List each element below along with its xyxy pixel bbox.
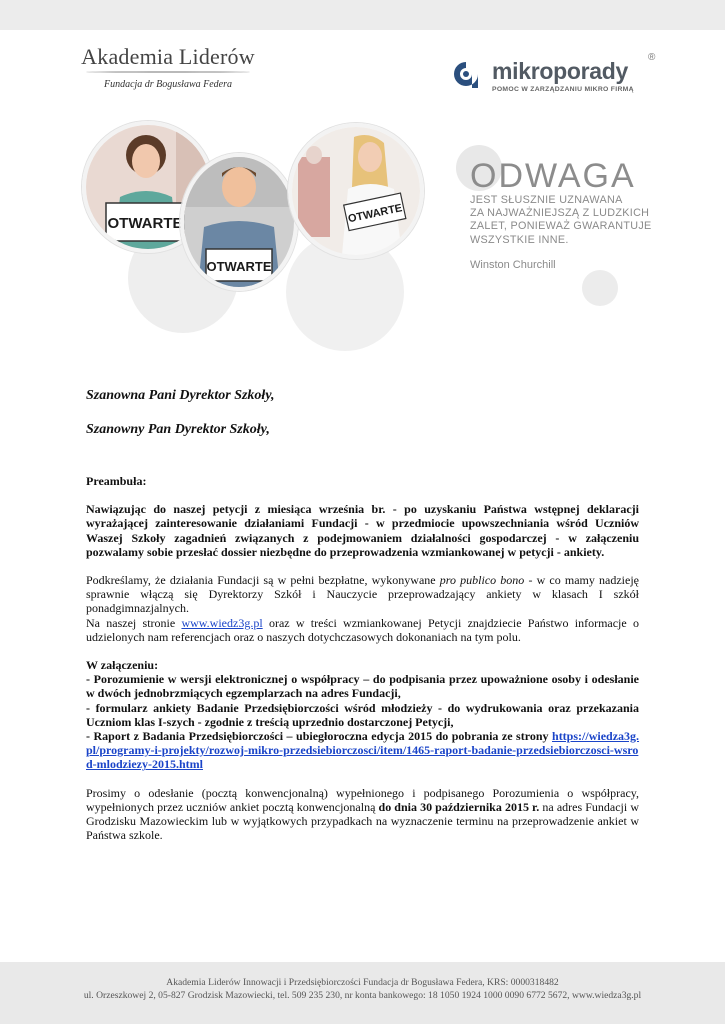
quote-line: JEST SŁUSZNIE UZNAWANA: [470, 194, 623, 206]
sign-text: OTWARTE: [347, 202, 404, 226]
footer-line-1: Akademia Liderów Innowacji i Przedsiębiorczości Fundacja dr Bogusława Federa, KRS: 0000318482: [166, 977, 559, 988]
deadline: do dnia 30 października 2015 r.: [378, 799, 540, 814]
paragraph-intro: Nawiązując do naszej petycji z miesiąca września br. - po uzyskaniu Państwa wstępnej deklaracji wyrażającej zainteresowanie działaniami Fundacji - w przedmiocie upowszechniania wśród Uczniów Waszej Szkoły zagadnień związanych z podejmowaniem działalności gospodarczej - w załączeniu pozwalamy sobie przesłać dossier niezbędne do przeprowadzenia wzmiankowanej w petycji - ankiety.: [86, 502, 639, 559]
footer-line-2: ul. Orzeszkowej 2, 05-827 Grodzisk Mazowiecki, tel. 509 235 230, nr konta bankowego: 18 1050 1924 1000 0090 6772 5672, www.wiedza3g.pl: [83, 990, 642, 1001]
logo-left-name: Akademia Liderów: [81, 44, 255, 69]
paragraph-website: Na naszej stronie www.wiedz3g.pl oraz w treści wzmiankowanej Petycji znajdziecie Państwo informacje o udzielonych nam referencjach oraz o naszych dotychczasowych dokonaniach na tym polu.: [86, 615, 639, 644]
photo-man-sign: [180, 153, 298, 291]
logo-right-name: mikroporady: [492, 58, 629, 84]
mikroporady-mark-icon: [452, 60, 480, 90]
logo-right-tagline: POMOC W ZARZĄDZANIU MIKRO FIRMĄ: [492, 86, 634, 93]
attachment-item: - formularz ankiety Badanie Przedsiębiorczości wśród młodzieży - do wydrukowania oraz przekazania Uczniom klas I-szych - zgodnie z treścią uprzednio dostarczonej Petycji,: [86, 700, 639, 729]
footer: [0, 976, 725, 1002]
sign-text: OTWARTE: [107, 215, 183, 232]
quote-author: Winston Churchill: [470, 258, 556, 271]
photo-shop-sign: [288, 123, 424, 259]
churchill-quote: [470, 158, 670, 271]
quote-line: ZA NAJWAŻNIEJSZĄ Z LUDZKICH: [470, 207, 650, 220]
quote-headline: ODWAGA: [470, 157, 636, 195]
greeting-female: Szanowna Pani Dyrektor Szkoły,: [86, 388, 275, 403]
quote-line: WSZYSTKIE INNE.: [470, 233, 569, 246]
paragraph-free-service: Podkreślamy, że działania Fundacji są w pełni bezpłatne, wykonywane pro publico bono - w co mamy nadzieję sprawnie włączą się Dyrektorzy Szkół i Nauczycie przeprowadzający ankiety w klasach I szkół ponadgimnazjalnych.: [86, 573, 639, 616]
preamble-title: Preambuła:: [86, 474, 147, 488]
website-link[interactable]: www.wiedz3g.pl: [181, 615, 263, 630]
sign-text: OTWARTE: [206, 259, 272, 274]
logo-left-subtitle: Fundacja dr Bogusława Federa: [103, 79, 233, 90]
logo-swoosh: [86, 71, 250, 73]
letter-body: [86, 474, 639, 842]
registered-mark: ®: [648, 52, 656, 63]
mikroporady-logo: [452, 52, 662, 98]
latin-phrase: pro publico bono: [439, 573, 525, 588]
closing-paragraph: Prosimy o odesłanie (pocztą konwencjonalną) wypełnionego i podpisanego Porozumienia o współpracy, wypełnionych przez uczniów ankiet pocztą konwencjonalną do dnia 30 października 2015 r. na adres Fundacji w Grodzisku Mazowieckim lub w wyjątkowych przypadkach na wyznaczenie terminu na przeprowadzenie ankiet w Państwa szkole.: [86, 785, 639, 843]
report-link[interactable]: https://wiedza3g.pl/programy-i-projekty/rozwoj-mikro-przedsiebiorczosci/item/1465-raport-badanie-przedsiebiorczosci-wsrod-mlodziezy-2015.html: [86, 729, 640, 772]
attachment-item: - Porozumienie w wersji elektronicznej o współpracy – do podpisania przez upoważnione osoby i odesłanie w dwóch jednobrzmiących egzemplarzach na adres Fundacji,: [86, 672, 639, 701]
attachment-item: - Raport z Badania Przedsiębiorczości – ubiegłoroczna edycja 2015 do pobrania ze strony https://wiedza3g.pl/programy-i-projekty/rozwoj-mikro-przedsiebiorczosci/item/1465-raport-badanie-przedsiebiorczosci-wsrod-mlodziezy-2015.html: [86, 729, 640, 772]
akademia-liderow-logo: [78, 44, 258, 90]
deco-circle: [582, 270, 618, 306]
quote-line: ZALET, PONIEWAŻ GWARANTUJE: [470, 220, 652, 233]
attachments-title: W załączeniu:: [86, 658, 159, 673]
top-band: [0, 0, 725, 30]
greeting-male: Szanowny Pan Dyrektor Szkoły,: [86, 422, 270, 437]
